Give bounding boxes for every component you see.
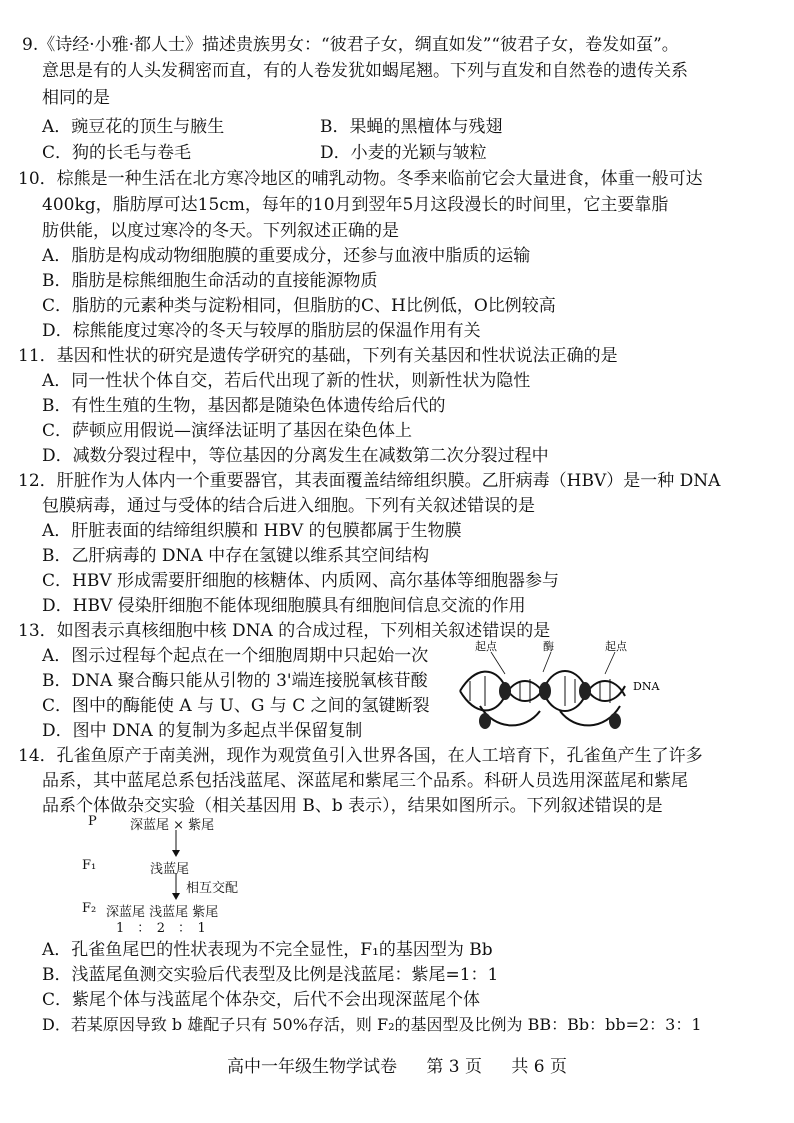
q9-option-a: A．豌豆花的顶生与腋生 [42,117,225,137]
label-enzyme: 酶 [543,640,554,653]
q9-stem-3: 相同的是 [42,88,110,108]
cross-f1-text: 浅蓝尾 [150,862,190,877]
label-origin-left: 起点 [475,640,497,653]
cross-f2-text: 深蓝尾 浅蓝尾 紫尾 [106,905,219,920]
q12-option-d: D．HBV 侵染肝细胞不能体现细胞膜具有细胞间信息交流的作用 [42,596,526,616]
leader-origin-left [491,652,505,674]
q14-option-b: B．浅蓝尾鱼测交实验后代表型及比例是浅蓝尾：紫尾=1：1 [42,965,499,985]
enzyme-shape-2 [539,682,551,700]
cross-p-text: 深蓝尾 × 紫尾 [130,818,215,833]
q10-stem-3: 肪供能，以度过寒冷的冬天。下列叙述正确的是 [42,221,399,241]
q9-stem-2: 意思是有的人头发稠密而直，有的人卷发犹如蝎尾翘。下列与直发和自然卷的遗传关系 [42,61,688,81]
q10-option-b: B．脂肪是棕熊细胞生命活动的直接能源物质 [42,271,378,291]
arrow-f1-to-f2 [170,873,182,901]
cross-f2-label: F₂ [82,901,97,916]
q10-stem-1: 10．棕熊是一种生活在北方寒冷地区的哺乳动物。冬季来临前它会大量进食，体重一般可达 [18,169,703,189]
q14-option-a: A．孔雀鱼尾巴的性状表现为不完全显性，F₁的基因型为 Bb [42,940,493,960]
enzyme-shape-5 [609,713,621,729]
enzyme-shape-3 [579,682,591,700]
label-origin-right: 起点 [605,640,627,653]
q12-option-a: A．肝脏表面的结缔组织膜和 HBV 的包膜都属于生物膜 [42,521,462,541]
q10-stem-2: 400kg，脂肪厚可达15cm，每年的10月到翌年5月这段漫长的时间里，它主要靠脂 [42,195,669,215]
q13-stem-1: 13．如图表示真核细胞中核 DNA 的合成过程，下列相关叙述错误的是 [18,621,551,641]
q9-option-d: D．小麦的光颖与皱粒 [320,143,487,163]
q11-option-d: D．减数分裂过程中，等位基因的分离发生在减数第二次分裂过程中 [42,446,549,466]
leader-origin-right [605,652,615,674]
q10-option-c: C．脂肪的元素种类与淀粉相同，但脂肪的C、H比例低，O比例较高 [42,296,556,316]
arrow-p-to-f1 [170,830,182,858]
q13-option-a: A．图示过程每个起点在一个细胞周期中只起始一次 [42,646,429,666]
label-dna: DNA [633,680,660,693]
cross-mate-text: 相互交配 [186,881,239,896]
cross-ratio: 1 ： 2 ： 1 [116,921,206,936]
dna-replication-figure [455,636,685,740]
enzyme-shape-1 [499,682,511,700]
page-footer [0,1052,794,1077]
footer-title: 高中一年级生物学试卷 [226,1057,397,1077]
q14-option-c: C．紫尾个体与浅蓝尾个体杂交，后代不会出现深蓝尾个体 [42,990,481,1010]
q13-option-d: D．图中 DNA 的复制为多起点半保留复制 [42,721,363,741]
cross-p-label: P [88,814,97,829]
q14-stem-3: 品系个体做杂交实验（相关基因用 B、b 表示），结果如图所示。下列叙述错误的是 [42,796,663,816]
q10-option-a: A．脂肪是构成动物细胞膜的重要成分，还参与血液中脂质的运输 [42,246,531,266]
q11-stem-1: 11．基因和性状的研究是遗传学研究的基础，下列有关基因和性状说法正确的是 [18,346,618,366]
cross-f1-label: F₁ [82,858,97,873]
footer-total: 共 6 页 [511,1057,568,1077]
q12-option-c: C．HBV 形成需要肝细胞的核糖体、内质网、高尔基体等细胞器参与 [42,571,560,591]
q12-stem-2: 包膜病毒，通过与受体的结合后进入细胞。下列有关叙述错误的是 [42,496,535,516]
enzyme-shape-4 [479,713,491,729]
leader-enzyme [543,652,551,672]
q13-option-c: C．图中的酶能使 A 与 U、G 与 C 之间的氢键断裂 [42,696,430,716]
q12-option-b: B．乙肝病毒的 DNA 中存在氢键以维系其空间结构 [42,546,430,566]
q9-option-b: B．果蝇的黑檀体与残翅 [320,117,503,137]
q11-option-b: B．有性生殖的生物，基因都是随染色体遗传给后代的 [42,396,446,416]
q9-option-c: C．狗的长毛与卷毛 [42,143,192,163]
q9-stem-1: 9.《诗经·小雅·都人士》描述贵族男女：“彼君子女，绸直如发”“彼君子女，卷发如虿”。 [22,35,679,55]
q11-option-c: C．萨顿应用假说—演绎法证明了基因在染色体上 [42,421,413,441]
q12-stem-1: 12．肝脏作为人体内一个重要器官，其表面覆盖结缔组织膜。乙肝病毒（HBV）是一种 DNA [18,471,721,491]
q14-stem-2: 品系，其中蓝尾总系包括浅蓝尾、深蓝尾和紫尾三个品系。科研人员选用深蓝尾和紫尾 [42,771,688,791]
q11-option-a: A．同一性状个体自交，若后代出现了新的性状，则新性状为隐性 [42,371,531,391]
q13-option-b: B．DNA 聚合酶只能从引物的 3'端连接脱氧核苷酸 [42,671,428,691]
q14-stem-1: 14．孔雀鱼原产于南美洲，现作为观赏鱼引入世界各国，在人工培育下，孔雀鱼产生了许多 [18,746,703,766]
q14-option-d: D．若某原因导致 b 雄配子只有 50%存活，则 F₂的基因型及比例为 BB：Bb：bb=2：3：1 [42,1015,702,1034]
footer-page: 第 3 页 [426,1057,482,1077]
q10-option-d: D．棕熊能度过寒冷的冬天与较厚的脂肪层的保温作用有关 [42,321,481,341]
